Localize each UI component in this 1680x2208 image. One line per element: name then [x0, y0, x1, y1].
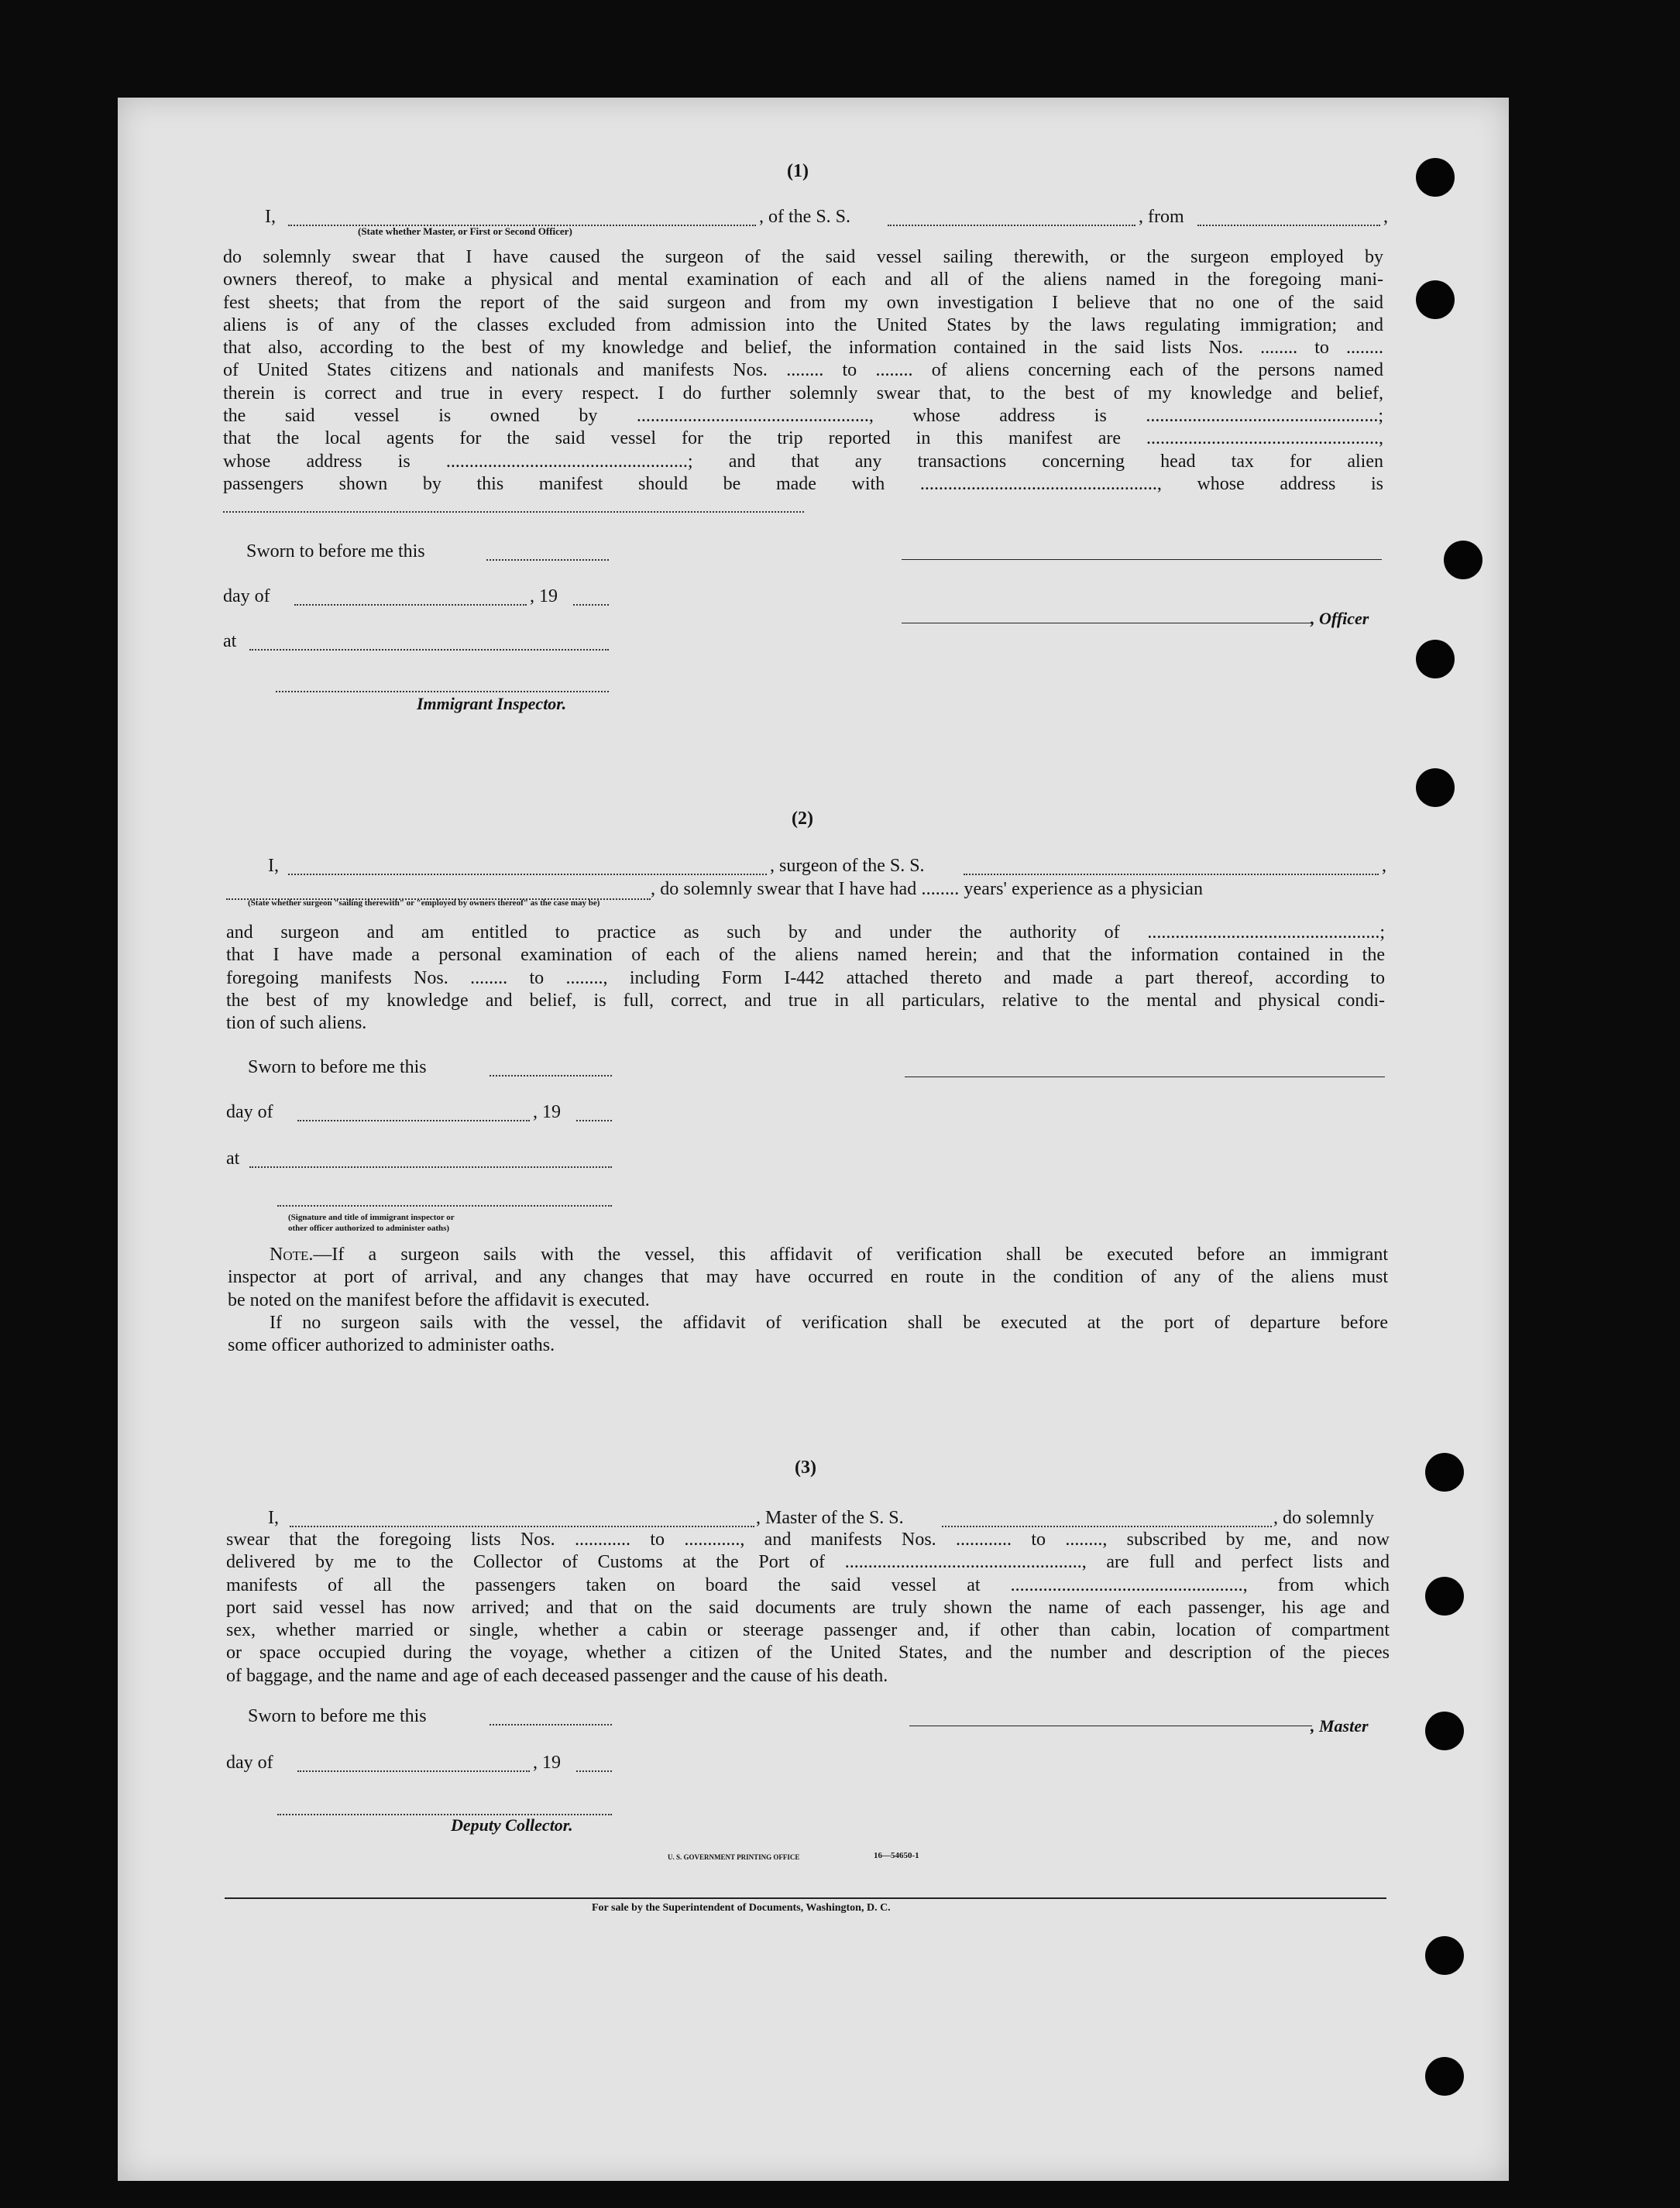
punch-hole [1425, 1936, 1464, 1975]
punch-hole [1416, 768, 1455, 807]
section-3-oath-text [226, 1529, 1390, 1688]
punch-hole [1425, 1712, 1464, 1750]
note-text: —If a surgeon sails with the vessel, this affidavit of verification shall be executed before an immigrant [313, 1245, 1388, 1265]
punch-hole [1425, 2057, 1464, 2096]
section-1-i-label: I, [265, 207, 276, 227]
oath-line: swear that the foregoing lists Nos. ............ to ............, and manifests Nos. ............ to ........, subscribed by me, and now [226, 1530, 1390, 1550]
note-line: inspector at port of arrival, and any changes that may have occurred en route in the condition of any of the aliens must [228, 1267, 1388, 1288]
oath-line: the best of my knowledge and belief, is full, correct, and true in all particulars, relative to the mental and physical condi- [226, 990, 1385, 1011]
section-3-number: (3) [795, 1458, 816, 1478]
note-paragraph [228, 1244, 1388, 1357]
punch-hole [1416, 158, 1455, 197]
oath-line: of baggage, and the name and age of each deceased passenger and the cause of his death. [226, 1665, 888, 1686]
oath-line: or space occupied during the voyage, whether a citizen of the United States, and the number and description of the pieces [226, 1643, 1390, 1664]
year-label: , 19 [530, 586, 558, 606]
section-2-oath-text [226, 922, 1385, 1035]
oath-line: foregoing manifests Nos. ........ to ........, including Form I-442 attached thereto and made a part thereof, according to [226, 967, 1385, 988]
punch-hole [1416, 280, 1455, 319]
section-3-solemnly-label: , do solemnly [1273, 1508, 1374, 1528]
sworn-label: Sworn to before me this [246, 541, 425, 561]
oath-line: the said vessel is owned by .................................................., whose address is ..................................................; [223, 406, 1383, 427]
section-3-i-label: I, [268, 1508, 279, 1528]
oath-line: aliens is of any of the classes excluded from admission into the United States by the laws regulating immigration; and [223, 314, 1383, 335]
oath-line: owners thereof, to make a physical and mental examination of each and all of the aliens named in the foregoing mani- [223, 270, 1383, 290]
year-label: , 19 [533, 1102, 561, 1122]
master-label: , Master [1311, 1716, 1369, 1736]
day-of-label: day of [223, 586, 270, 606]
oath-line: of United States citizens and nationals and manifests Nos. ........ to ........ of aliens concerning each of the persons named [223, 360, 1383, 381]
section-3-master-label: , Master of the S. S. [756, 1508, 904, 1528]
form-code: 16—54650-1 [874, 1851, 919, 1860]
master-note: (State whether Master, or First or Second Officer) [358, 225, 572, 237]
punch-hole [1425, 1453, 1464, 1492]
oath-line: and surgeon and am entitled to practice as such by and under the authority of ..................................................; [226, 922, 1385, 943]
surgeon-name-line [288, 874, 767, 875]
note-line [228, 1244, 1388, 1266]
sworn-date-line [486, 559, 609, 561]
year-line [576, 1770, 612, 1772]
sale-note: For sale by the Superintendent of Documents, Washington, D. C. [592, 1902, 891, 1914]
at-label: at [226, 1149, 240, 1169]
collector-label: Deputy Collector. [451, 1815, 573, 1835]
surgeon-vessel-line [964, 874, 1379, 875]
sworn-date-line [490, 1724, 612, 1726]
section-2-line-end: , [1382, 856, 1386, 876]
year-line [573, 604, 609, 606]
oath-line: delivered by me to the Collector of Customs at the Port of ..................................................., are full and perfect lists and [226, 1552, 1390, 1573]
inspector-label: Immigrant Inspector. [417, 694, 567, 713]
at-place-line [249, 649, 609, 651]
sworn-label: Sworn to before me this [248, 1706, 427, 1726]
oath-line: tion of such aliens. [226, 1013, 367, 1034]
section-2-surgeon-label: , surgeon of the S. S. [770, 856, 925, 876]
oath-line: whose address is ....................................................; and that any transactions concerning head tax for alien [223, 451, 1383, 472]
section-1-number: (1) [787, 161, 809, 181]
vessel-name-line [888, 225, 1135, 226]
section-1-of-ss-label: , of the S. S. [759, 207, 851, 227]
section-1-line-end: , [1383, 207, 1388, 227]
oath-line: therein is correct and true in every respect. I do further solemnly swear that, to the best of my knowledge and belief, [223, 383, 1383, 403]
officer-signature-rule-1 [902, 559, 1382, 560]
master-name-line [290, 1526, 754, 1527]
footer-rule [225, 1897, 1386, 1899]
inspector-signature-line [277, 1205, 612, 1207]
note-line: If no surgeon sails with the vessel, the affidavit of verification shall be executed at the port of departure before [270, 1312, 1388, 1333]
officer-label: , Officer [1311, 609, 1369, 628]
oath-line: sex, whether married or single, whether a cabin or steerage passenger and, if other than cabin, location of compartment [226, 1620, 1390, 1641]
section-2-number: (2) [792, 809, 813, 829]
year-line [576, 1120, 612, 1121]
oath-line: manifests of all the passengers taken on board the said vessel at .................................................., from which [226, 1574, 1390, 1595]
signature-note-1: (Signature and title of immigrant inspector or [288, 1213, 455, 1222]
oath-line: fest sheets; that from the report of the said surgeon and from my own investigation I believe that no one of the said [223, 292, 1383, 313]
at-label: at [223, 631, 237, 651]
day-of-label: day of [226, 1753, 273, 1773]
day-of-line [297, 1120, 530, 1121]
oath-line: do solemnly swear that I have caused the surgeon of the said vessel sailing therewith, or the surgeon employed by [223, 247, 1383, 267]
note-line: some officer authorized to administer oaths. [228, 1335, 555, 1356]
year-label: , 19 [533, 1753, 561, 1773]
punch-hole [1425, 1577, 1464, 1616]
oath-line: that I have made a personal examination of each of the aliens named herein; and that the information contained in the [226, 945, 1385, 966]
day-of-line [297, 1770, 530, 1772]
oath-line: passengers shown by this manifest should be made with ..................................................., whose address is [223, 473, 1383, 494]
oath-line: port said vessel has now arrived; and that on the said documents are truly shown the name of each passenger, his age and [226, 1597, 1390, 1618]
day-of-line [294, 604, 527, 606]
section-1-oath-text [223, 246, 1383, 496]
address-continuation-line [223, 511, 804, 513]
note-label: Note. [270, 1245, 314, 1265]
at-place-line [249, 1166, 612, 1168]
printing-office-label: U. S. GOVERNMENT PRINTING OFFICE [668, 1853, 800, 1861]
oath-line: that the local agents for the said vessel for the trip reported in this manifest are .................................................., [223, 428, 1383, 449]
note-line: be noted on the manifest before the affidavit is executed. [228, 1289, 650, 1310]
departure-port-line [1197, 225, 1380, 226]
punch-hole [1416, 640, 1455, 678]
sworn-date-line [490, 1075, 612, 1077]
master-vessel-line [942, 1526, 1272, 1527]
sworn-label: Sworn to before me this [248, 1057, 427, 1077]
section-1-from-label: , from [1139, 207, 1184, 227]
oath-line: that also, according to the best of my knowledge and belief, the information contained in the said lists Nos. ........ to ........ [223, 338, 1383, 359]
signature-note-2: other officer authorized to administer oaths) [288, 1224, 450, 1233]
surgeon-experience-text: , do solemnly swear that I have had ........ years' experience as a physician [651, 879, 1204, 899]
punch-hole [1444, 541, 1482, 579]
section-2-i-label: I, [268, 856, 279, 876]
surgeon-note: (State whether surgeon "sailing therewith" or "employed by owners thereof" as the case may be) [248, 898, 600, 908]
day-of-label: day of [226, 1102, 273, 1122]
